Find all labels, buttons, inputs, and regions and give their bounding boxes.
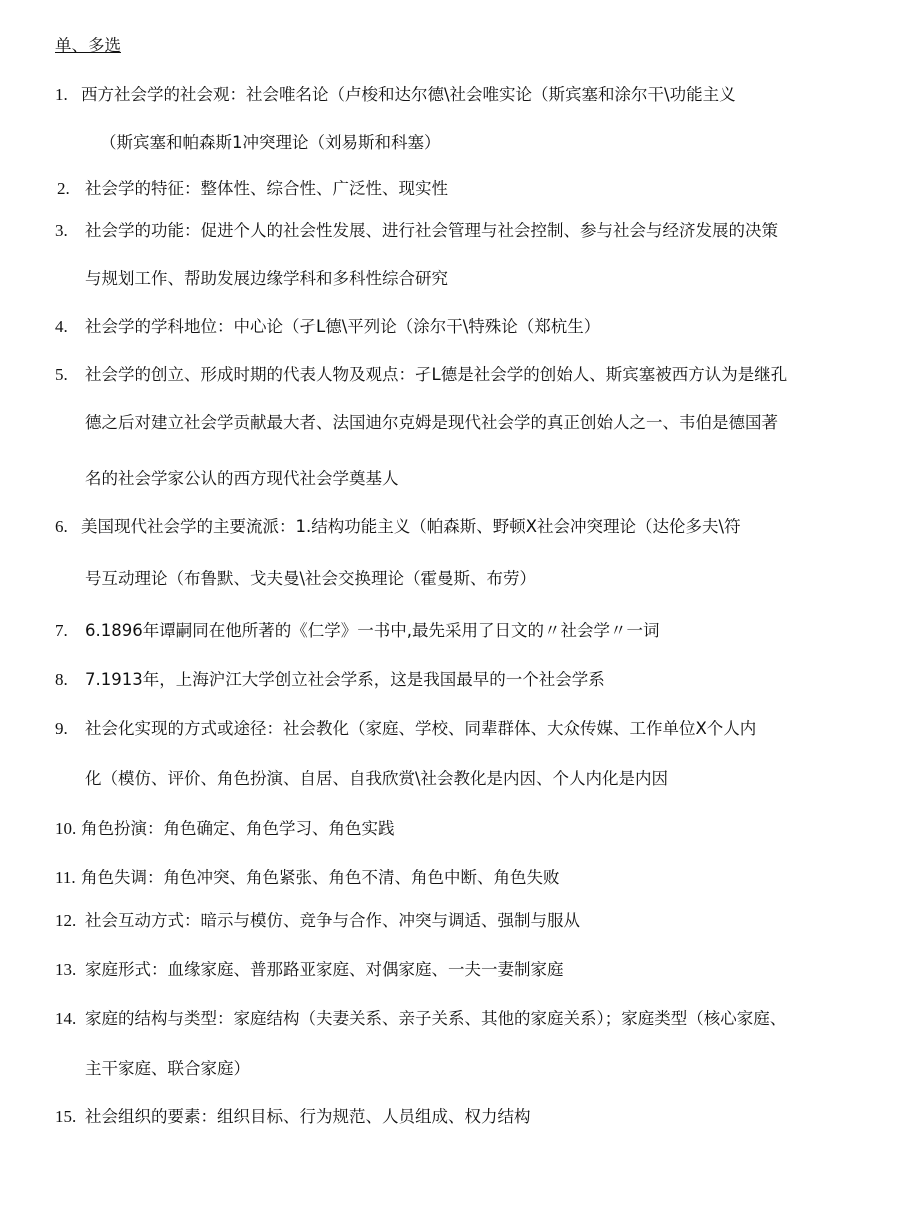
item-number: 5. (55, 365, 68, 384)
item-text: 家庭形式：血缘家庭、普那路亚家庭、对偶家庭、一夫一妻制家庭 (85, 960, 564, 979)
item-number: 11. (55, 868, 76, 887)
item-text: 名的社会学家公认的西方现代社会学奠基人 (85, 469, 399, 488)
item-text: 社会化实现的方式或途径：社会教化（家庭、学校、同辈群体、大众传媒、工作单位X个人内 (85, 719, 757, 738)
item-number: 2. (57, 179, 70, 198)
item-text: 与规划工作、帮助发展边缘学科和多科性综合研究 (85, 269, 448, 288)
item-number: 15. (55, 1107, 77, 1126)
item-number: 8. (55, 670, 68, 689)
item-number: 9. (55, 719, 68, 738)
item-text: 主干家庭、联合家庭） (85, 1059, 250, 1078)
item-text: 社会互动方式：暗示与模仿、竞争与合作、冲突与调适、强制与服从 (85, 911, 580, 930)
item-number: 6. (55, 517, 68, 536)
item-text: 美国现代社会学的主要流派：1.结构功能主义（帕森斯、野顿X社会冲突理论（达伦多夫\符 (81, 517, 741, 536)
item-text: 德之后对建立社会学贡献最大者、法国迪尔克姆是现代社会学的真正创始人之一、韦伯是德国著 (85, 413, 778, 432)
item-number: 1. (55, 85, 68, 104)
item-text: （斯宾塞和帕森斯1冲突理论（刘易斯和科塞） (100, 133, 441, 152)
item-number: 7. (55, 621, 68, 640)
item-text: 西方社会学的社会观：社会唯名论（卢梭和达尔德\社会唯实论（斯宾塞和涂尔干\功能主义 (81, 85, 736, 104)
item-number: 14. (55, 1009, 77, 1028)
item-text: 家庭的结构与类型：家庭结构（夫妻关系、亲子关系、其他的家庭关系）；家庭类型（核心家庭、 (85, 1009, 787, 1028)
item-text: 化（模仿、评价、角色扮演、自居、自我欣赏\社会教化是内因、个人内化是内因 (85, 769, 669, 788)
item-text: 角色扮演：角色确定、角色学习、角色实践 (81, 819, 395, 838)
item-text: 社会学的功能：促进个人的社会性发展、进行社会管理与社会控制、参与社会与经济发展的决策 (85, 221, 778, 240)
section-heading: 单、多选 (55, 36, 121, 55)
item-text: 社会组织的要素：组织目标、行为规范、人员组成、权力结构 (85, 1107, 531, 1126)
item-number: 13. (55, 960, 77, 979)
item-text: 社会学的特征：整体性、综合性、广泛性、现实性 (85, 179, 448, 198)
item-text: 7.1913年，上海沪江大学创立社会学系，这是我国最早的一个社会学系 (85, 670, 605, 689)
item-number: 3. (55, 221, 68, 240)
item-number: 12. (55, 911, 77, 930)
item-number: 4. (55, 317, 68, 336)
item-text: 社会学的学科地位：中心论（孑L德\平列论（涂尔干\特殊论（郑杭生） (85, 317, 601, 336)
item-text: 角色失调：角色冲突、角色紧张、角色不清、角色中断、角色失败 (81, 868, 560, 887)
item-number: 10. (55, 819, 77, 838)
item-text: 社会学的创立、形成时期的代表人物及观点：孑L德是社会学的创始人、斯宾塞被西方认为是继孔 (85, 365, 788, 384)
item-text: 6.1896年谭嗣同在他所著的《仁学》一书中,最先采用了日文的〃社会学〃一词 (85, 621, 660, 640)
item-text: 号互动理论（布鲁默、戈夫曼\社会交换理论（霍曼斯、布劳） (85, 569, 537, 588)
